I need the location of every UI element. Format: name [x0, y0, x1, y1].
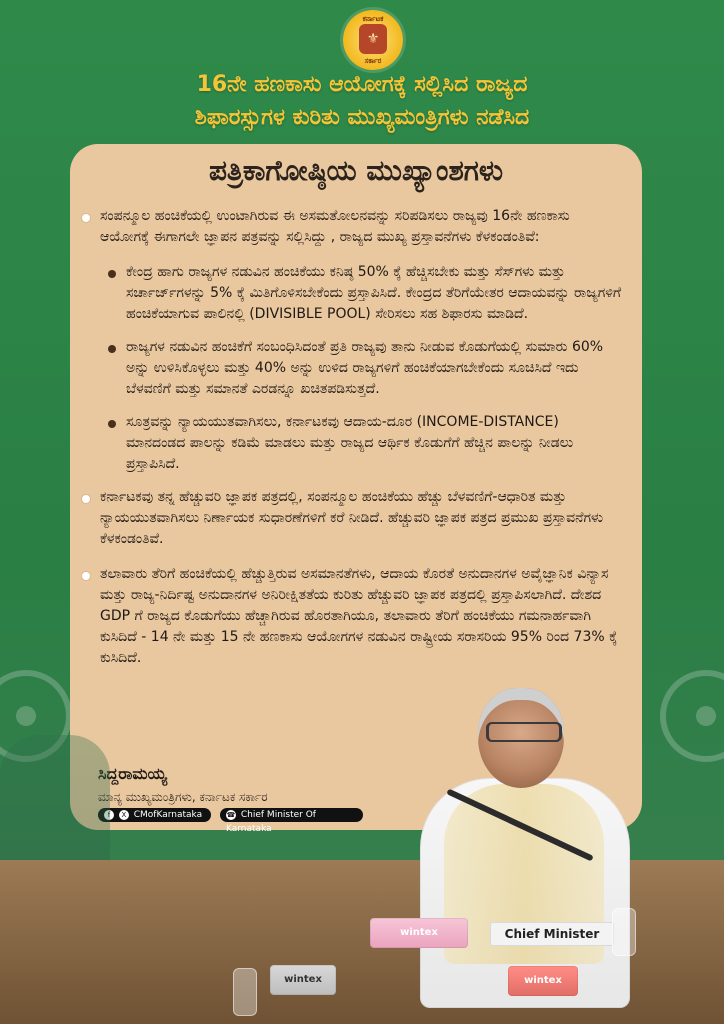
- ashoka-chakra-right-icon: [660, 670, 724, 762]
- signature-block: [98, 764, 268, 805]
- cm-glasses-icon: [486, 722, 562, 742]
- facebook-icon: f: [104, 810, 114, 820]
- x-icon: X: [119, 810, 129, 820]
- bullet-2: ಕರ್ನಾಟಕವು ತನ್ನ ಹೆಚ್ಚುವರಿ ಜ್ಞಾಪಕ ಪತ್ರದಲ್ಲಿ, ಸಂಪನ್ಮೂಲ ಹಂಚಿಕೆಯು ಹೆಚ್ಚು ಬೆಳವಣಿಗೆ-ಆಧಾರಿತ ಮತ್ತು ನ್ಯಾಯಯುತವಾಗಿಸಲು ನಿರ್ಣಾಯಕ ಸುಧಾರಣೆಗಳಿಗೆ ಕರೆ ನೀಡಿದೆ. ಹೆಚ್ಚುವರಿ ಜ್ಞಾಪಕ ಪತ್ರದ ಪ್ರಮುಖ ಪ್ರಸ್ತಾವನೆಗಳು ಕೆಳಕಂಡಂತಿವೆ.: [82, 487, 622, 550]
- tissue-box-2: wintex: [508, 966, 578, 996]
- signature-title: ಮಾನ್ಯ ಮುಖ್ಯಮಂತ್ರಿಗಳು, ಕರ್ನಾಟಕ ಸರ್ಕಾರ: [98, 790, 268, 804]
- social-whatsapp-pill[interactable]: [220, 808, 363, 834]
- social-wa-handle: Chief Minister Of Karnataka: [226, 810, 316, 834]
- sub-bullet-3: ಸೂತ್ರವನ್ನು ನ್ಯಾಯಯುತವಾಗಿಸಲು, ಕರ್ನಾಟಕವು ಆದಾಯ-ದೂರ (INCOME-DISTANCE) ಮಾನದಂಡದ ಪಾಲನ್ನು ಕಡಿಮೆ ಮಾಡಲು ಮತ್ತು ರಾಜ್ಯದ ಆರ್ಥಿಕ ಕೊಡುಗೆಗೆ ಹೆಚ್ಚಿನ ಪಾಲನ್ನು ನೀಡಲು ಪ್ರಸ್ತಾಪಿಸಿದೆ.: [82, 412, 622, 475]
- bullet-list: [82, 206, 622, 683]
- karnataka-emblem: [343, 10, 403, 70]
- bullet-1: ಸಂಪನ್ಮೂಲ ಹಂಚಿಕೆಯಲ್ಲಿ ಉಂಟಾಗಿರುವ ಈ ಅಸಮತೋಲನವನ್ನು ಸರಿಪಡಿಸಲು ರಾಜ್ಯವು 16ನೇ ಹಣಕಾಸು ಆಯೋಗಕ್ಕೆ ಈಗಾಗಲೇ ಜ್ಞಾಪನ ಪತ್ರವನ್ನು ಸಲ್ಲಿಸಿದ್ದು , ರಾಜ್ಯದ ಮುಖ್ಯ ಪ್ರಸ್ತಾವನೆಗಳು ಕೆಳಕಂಡಂತಿವೆ:: [82, 206, 622, 248]
- tissue-box-3: wintex: [270, 965, 336, 995]
- social-fb-handle: CMofKarnataka: [133, 810, 203, 820]
- social-handles: [98, 808, 428, 834]
- sub-bullet-1: ಕೇಂದ್ರ ಹಾಗು ರಾಜ್ಯಗಳ ನಡುವಿನ ಹಂಚಿಕೆಯು ಕನಿಷ್ಠ 50% ಕ್ಕೆ ಹೆಚ್ಚಿಸಬೇಕು ಮತ್ತು ಸೆಸ್‌ಗಳು ಮತ್ತು ಸರ್ಚಾರ್ಜ್‌ಗಳನ್ನು 5% ಕ್ಕೆ ಮಿತಿಗೊಳಿಸಬೇಕೆಂದು ಪ್ರಸ್ತಾಪಿಸಿದೆ. ಕೇಂದ್ರದ ತೆರಿಗೆಯೇತರ ಆದಾಯವನ್ನು ರಾಜ್ಯಗಳಿಗೆ ಹಂಚಿಕೆಯಾಗುವ ಪಾಲಿನಲ್ಲಿ (DIVISIBLE POOL) ಸೇರಿಸಲು ಸಹ ಶಿಫಾರಸು ಮಾಡಿದೆ.: [82, 262, 622, 325]
- sub-bullet-2: ರಾಜ್ಯಗಳ ನಡುವಿನ ಹಂಚಿಕೆಗೆ ಸಂಬಂಧಿಸಿದಂತೆ ಪ್ರತಿ ರಾಜ್ಯವು ತಾನು ನೀಡುವ ಕೊಡುಗೆಯಲ್ಲಿ ಸುಮಾರು 60% ಅನ್ನು ಉಳಿಸಿಕೊಳ್ಳಲು ಮತ್ತು 40% ಅನ್ನು ಉಳಿದ ರಾಜ್ಯಗಳಿಗೆ ಹಂಚಿಕೆಯಾಗಬೇಕೆಂದು ಸೂಚಿಸಿದೆ ಇದು ಬೆಳವಣಿಗೆ ಮತ್ತು ಸಮಾನತೆ ಎರಡನ್ನೂ ಖಚಿತಪಡಿಸುತ್ತದೆ.: [82, 337, 622, 400]
- chief-minister-photo: [400, 688, 650, 1008]
- card-title: ಪತ್ರಿಕಾಗೋಷ್ಠಿಯ ಮುಖ್ಯಾಂಶಗಳು: [208, 154, 504, 187]
- social-facebook-x-pill[interactable]: [98, 808, 211, 822]
- water-glass-2: [612, 908, 636, 956]
- tissue-box-1: wintex: [370, 918, 468, 948]
- whatsapp-icon: ☎: [226, 810, 236, 819]
- emblem-top-text: ಕರ್ನಾಟಕ: [362, 15, 384, 23]
- headline-line1: 16ನೇ ಹಣಕಾಸು ಆಯೋಗಕ್ಕೆ ಸಲ್ಲಿಸಿದ ರಾಜ್ಯದ: [196, 72, 528, 97]
- emblem-seal-icon: ⚜: [359, 24, 387, 54]
- emblem-bottom-text: ಸರ್ಕಾರ: [364, 57, 382, 65]
- headline-line2: ಶಿಫಾರಸ್ಸುಗಳ ಕುರಿತು ಮುಖ್ಯಮಂತ್ರಿಗಳು ನಡೆಸಿದ: [194, 105, 530, 130]
- water-glass-1: [233, 968, 257, 1016]
- bullet-3: ತಲಾವಾರು ತೆರಿಗೆ ಹಂಚಿಕೆಯಲ್ಲಿ ಹೆಚ್ಚುತ್ತಿರುವ ಅಸಮಾನತೆಗಳು, ಆದಾಯ ಕೊರತೆ ಅನುದಾನಗಳ ಅವೈಜ್ಞಾನಿಕ ವಿನ್ಯಾಸ ಮತ್ತು ರಾಜ್ಯ-ನಿರ್ದಿಷ್ಟ ಅನುದಾನಗಳ ಅನಿರೀಕ್ಷಿತತೆಯ ಕುರಿತು ಹೆಚ್ಚುವರಿ ಜ್ಞಾಪಕ ಪತ್ರದಲ್ಲಿ ಪ್ರಸ್ತಾಪಿಸಲಾಗಿದೆ. ದೇಶದ GDP ಗೆ ರಾಜ್ಯದ ಕೊಡುಗೆಯು ಹೆಚ್ಚಾಗಿರುವ ಹೊರತಾಗಿಯೂ, ತಲಾವಾರು ತೆರಿಗೆ ಹಂಚಿಕೆಯು ಗಮನಾರ್ಹವಾಗಿ ಕುಸಿದಿದೆ - 14 ನೇ ಮತ್ತು 15 ನೇ ಹಣಕಾಸು ಆಯೋಗಗಳ ನಡುವಿನ ರಾಷ್ಟ್ರೀಯ ಸರಾಸರಿಯ 95% ರಿಂದ 73% ಕ್ಕೆ ಕುಸಿದಿದೆ.: [82, 564, 622, 669]
- chief-minister-nameplate: Chief Minister: [490, 922, 614, 946]
- signature-name: ಸಿದ್ದರಾಮಯ್ಯ: [98, 764, 167, 783]
